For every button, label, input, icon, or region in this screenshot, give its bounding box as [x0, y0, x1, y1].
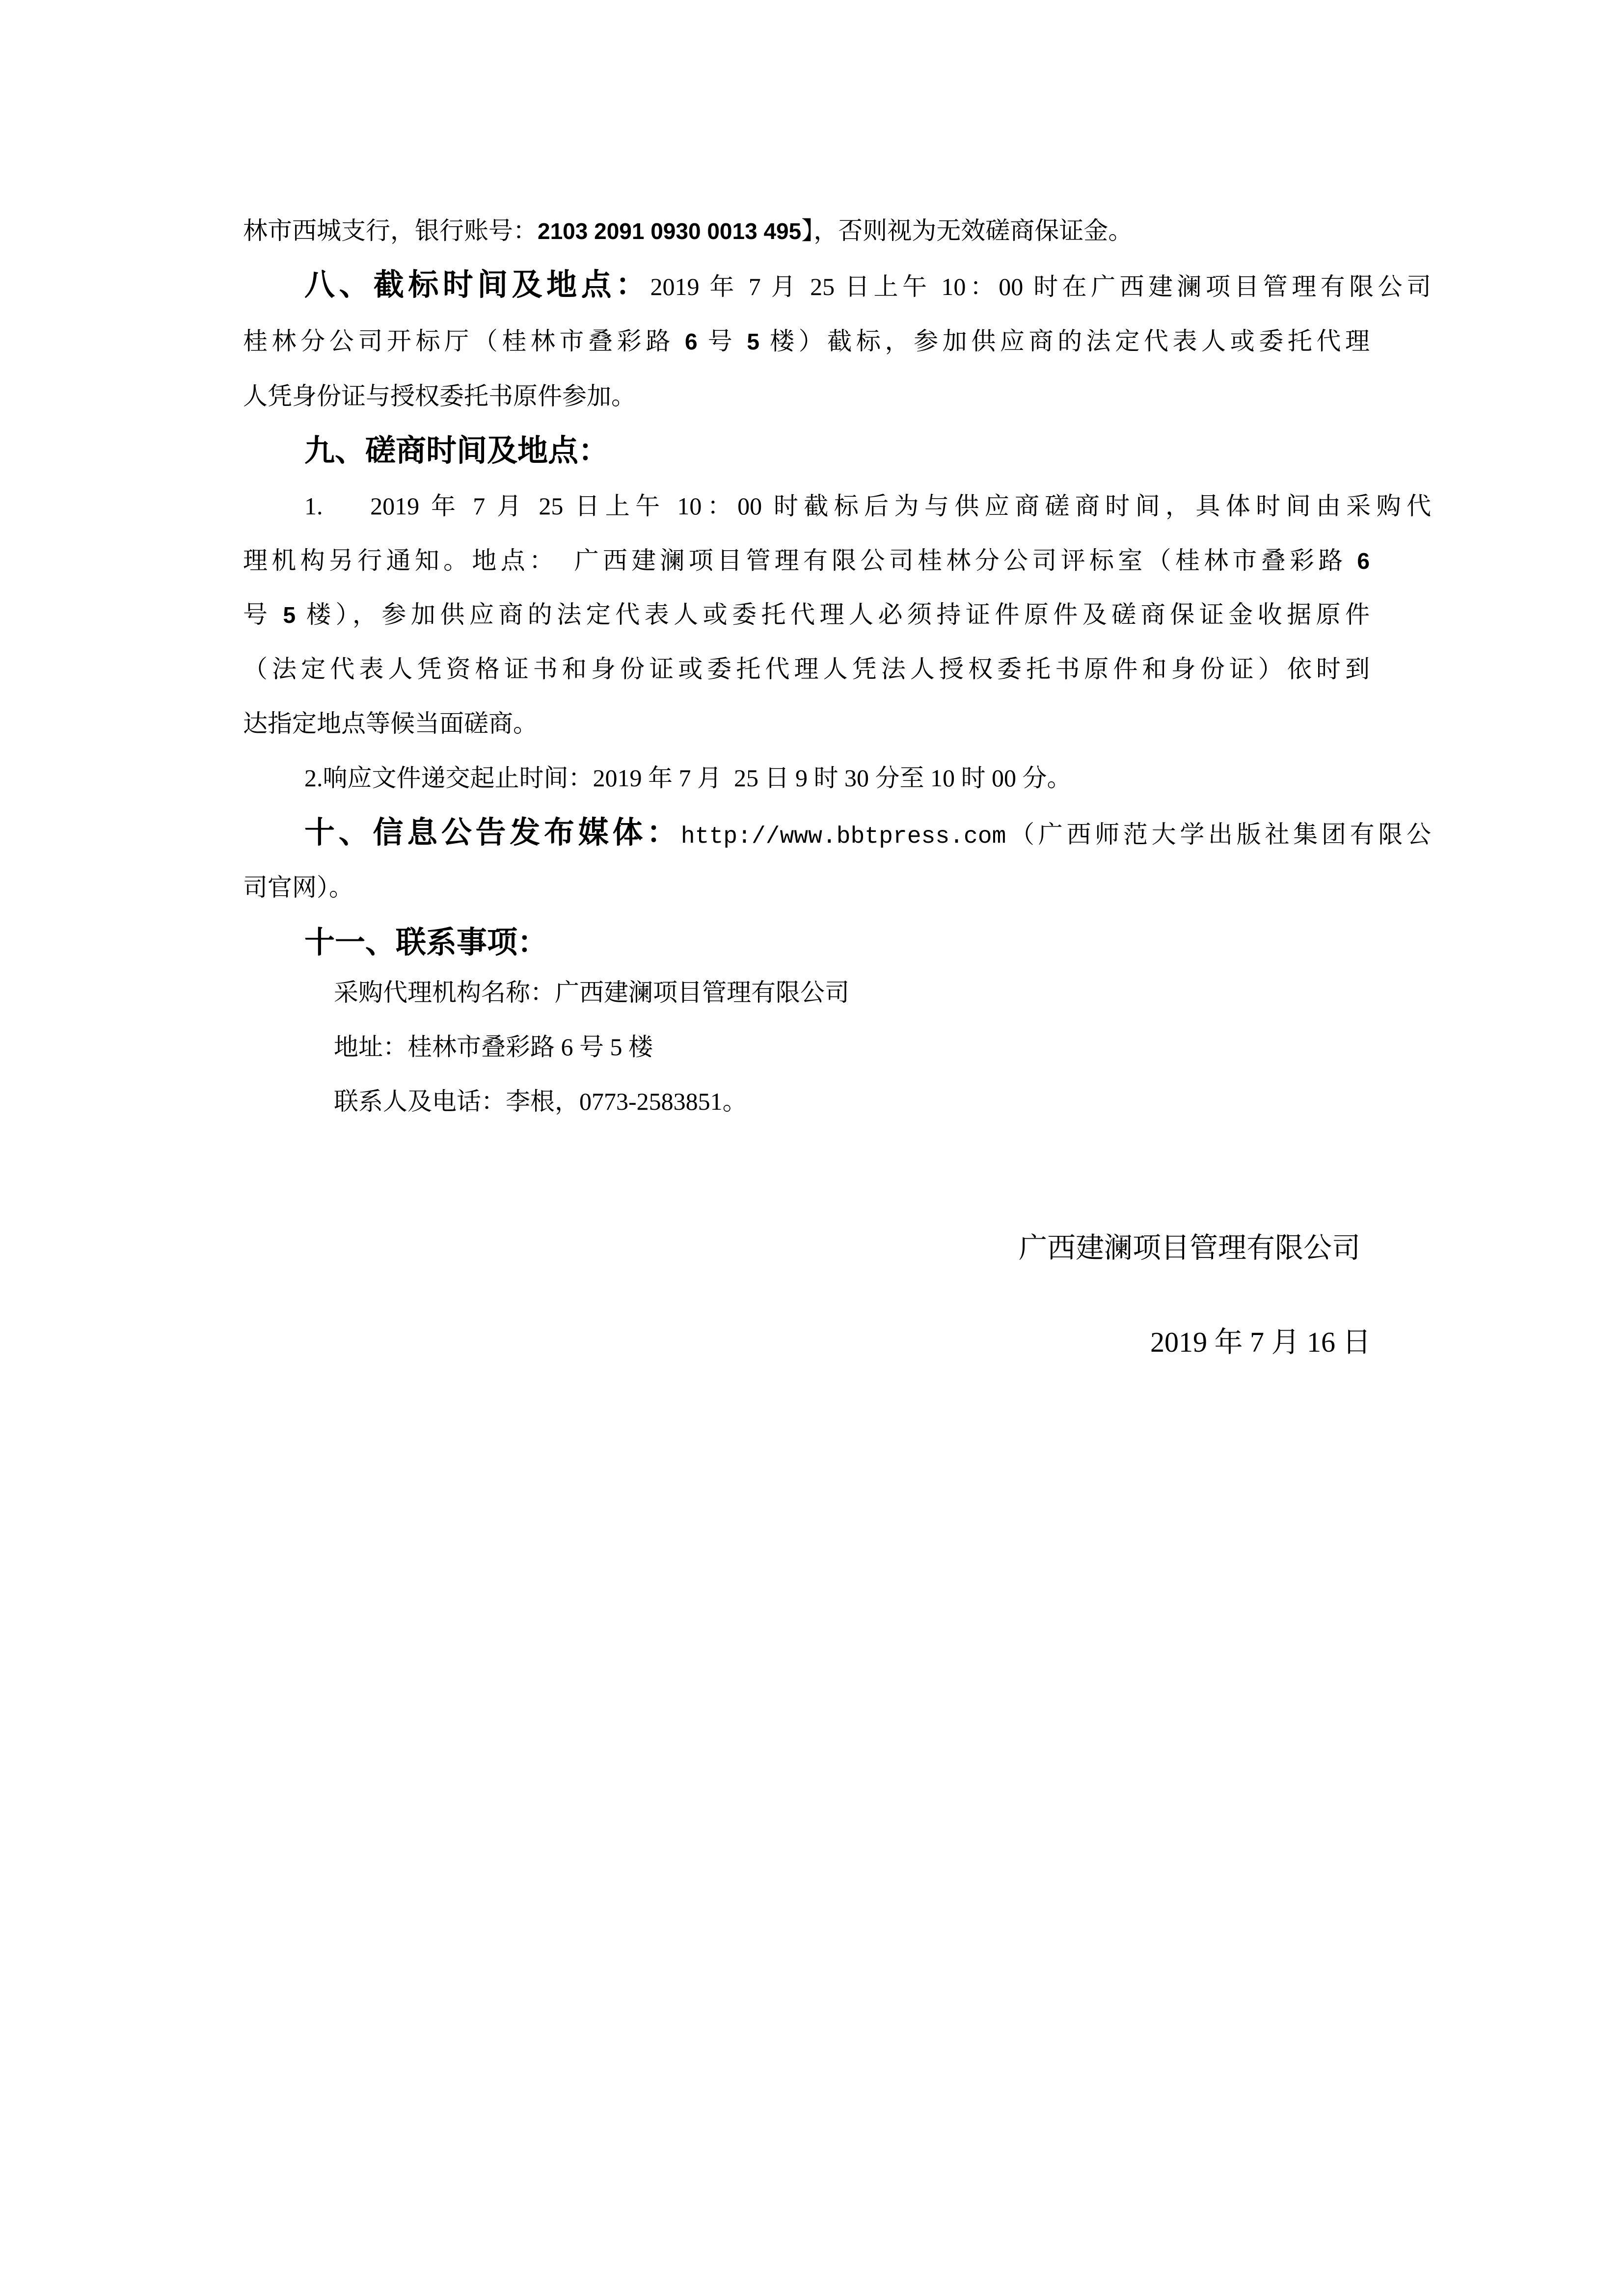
section-heading-line-run: 十一、联系事项： — [304, 926, 548, 960]
section-heading-line-run: 十、信息公告发布媒体： — [304, 816, 681, 850]
section-heading-line — [304, 258, 1431, 313]
paragraph-line-run: 人凭身份证与授权委托书原件参加。 — [243, 382, 636, 410]
contact-line-run: 采购代理机构名称：广西建澜项目管理有限公司 — [334, 979, 849, 1006]
paragraph-line — [304, 479, 1431, 534]
paragraph-line-run: 6 — [1357, 548, 1370, 574]
contact-line — [334, 965, 849, 1020]
paragraph-line-run: （法定代表人凭资格证书和身份证或委托代理人凭法人授权委托书原件和身份证）依时到 — [243, 655, 1370, 683]
paragraph-line-run: 达指定地点等候当面磋商。 — [243, 710, 538, 737]
paragraph-line-run: 楼），参加供应商的法定代表人或委托代理人必须持证件原件及磋商保证金收据原件 — [296, 601, 1370, 628]
contact-line-run: 地址：桂林市叠彩路 6 号 5 楼 — [334, 1033, 653, 1061]
paragraph-line-run: 林市西城支行，银行账号： — [243, 217, 538, 244]
section-heading-line — [304, 424, 609, 479]
signature-date — [1150, 1315, 1371, 1370]
paragraph-line-run: 6 — [685, 329, 698, 354]
contact-line-run: 联系人及电话：李根，0773-2583851。 — [334, 1088, 747, 1115]
paragraph-line — [243, 641, 1370, 696]
paragraph-line-run: 号 — [697, 327, 747, 355]
paragraph-line-run: 理机构另行通知。地点： 广西建澜项目管理有限公司桂林分公司评标室（桂林市叠彩路 — [243, 547, 1357, 574]
section-heading-line — [304, 805, 1431, 860]
paragraph-line-run: 】，否则视为无效磋商保证金。 — [801, 217, 1133, 244]
paragraph-line-run: 2.响应文件递交起止时间：2019 年 7 月 25 日 9 时 30 分至 10 时 00 分。 — [304, 764, 1072, 792]
paragraph-line — [304, 750, 1072, 805]
paragraph-line-run: 5 — [283, 602, 296, 628]
paragraph-line — [243, 314, 1370, 369]
section-heading-line-run: http://www.bbtpress.com — [680, 824, 1006, 850]
contact-line — [334, 1019, 653, 1074]
paragraph-line — [243, 587, 1370, 642]
paragraph-line-run: 楼）截标，参加供应商的法定代表人或委托代理 — [759, 327, 1370, 355]
paragraph-line-run: 号 — [243, 601, 283, 628]
signature-company — [1019, 1221, 1360, 1276]
signature-company-run: 广西建澜项目管理有限公司 — [1019, 1232, 1361, 1264]
paragraph-line-run: 司官网）。 — [243, 874, 353, 901]
paragraph-line-run: 1. 2019 年 7 月 25 日上午 10：00 时截标后为与供应商磋商时间，具体时间由采购代 — [304, 492, 1431, 520]
paragraph-line — [243, 203, 1133, 258]
paragraph-line — [243, 369, 636, 424]
paragraph-line-run: 2103 2091 0930 0013 495 — [538, 218, 802, 244]
paragraph-line-run: 5 — [747, 329, 760, 354]
contact-line — [334, 1074, 747, 1129]
paragraph-line-run: 桂林分公司开标厅（桂林市叠彩路 — [243, 327, 685, 355]
paragraph-line — [243, 696, 538, 751]
paragraph-line — [243, 860, 353, 915]
section-heading-line-run: 2019 年 7 月 25 日上午 10：00 时在广西建澜项目管理有限公司 — [650, 273, 1431, 300]
section-heading-line-run: （广西师范大学出版社集团有限公 — [1006, 821, 1431, 848]
signature-date-run: 2019 年 7 月 16 日 — [1150, 1326, 1371, 1358]
section-heading-line-run: 九、磋商时间及地点： — [304, 434, 609, 468]
paragraph-line — [243, 533, 1370, 588]
section-heading-line — [304, 915, 548, 970]
section-heading-line-run: 八、截标时间及地点： — [304, 268, 650, 302]
